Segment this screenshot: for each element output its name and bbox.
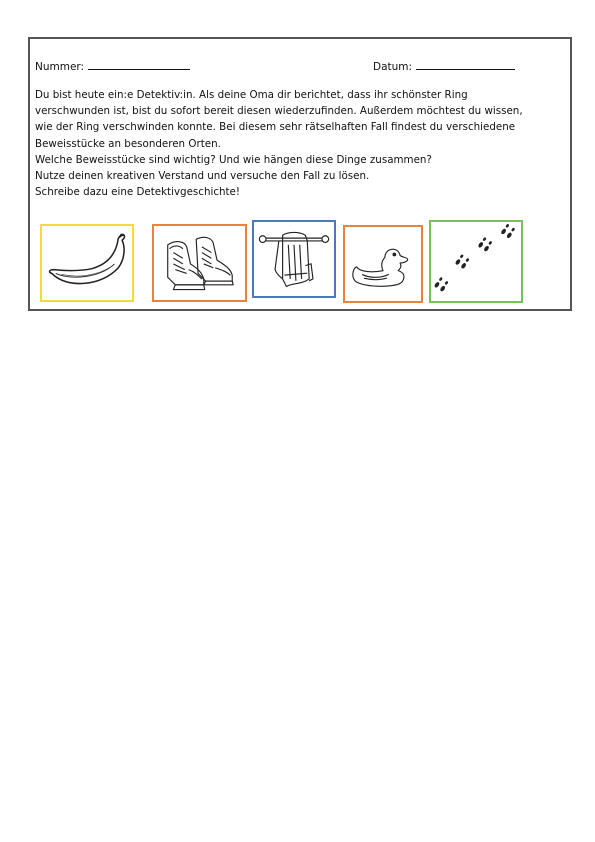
clue-box-sneakers	[152, 224, 247, 302]
story-line: Du bist heute ein:e Detektiv:in. Als deine Oma dir berichtet, dass ihr schönster Ring	[35, 89, 468, 101]
date-line[interactable]	[416, 59, 515, 70]
rubber-duck-icon	[345, 227, 421, 301]
number-line[interactable]	[88, 59, 190, 70]
story-line: wie der Ring verschwinden konnte. Bei diesem sehr rätselhaften Fall findest du verschiedene	[35, 121, 516, 134]
story-line: Welche Beweisstücke sind wichtig? Und wie hängen diese Dinge zusammen?	[35, 153, 432, 166]
number-field[interactable]	[35, 59, 190, 73]
clue-box-towel	[252, 220, 336, 298]
story-line: Schreibe dazu eine Detektivgeschichte!	[35, 186, 241, 199]
story-line: verschwunden ist, bist du sofort bereit diesen wiederzufinden. Außerdem möchtest du wissen,	[35, 105, 523, 118]
story-line: Beweisstücke an besonderen Orten.	[35, 137, 221, 150]
sneakers-icon	[154, 226, 245, 300]
story-text	[35, 87, 567, 200]
story-line: Nutze deinen kreativen Verstand und versuche den Fall zu lösen.	[35, 170, 370, 183]
banana-icon	[42, 226, 132, 300]
number-label: Nummer:	[35, 61, 85, 73]
towel-on-rail-icon	[254, 222, 334, 296]
date-field[interactable]	[373, 59, 515, 73]
footprints-icon	[431, 222, 521, 301]
clue-box-footprints	[429, 220, 523, 303]
worksheet-frame	[28, 37, 572, 311]
date-label: Datum:	[373, 61, 413, 73]
clue-box-banana	[40, 224, 134, 302]
clue-box-duck	[343, 225, 423, 303]
